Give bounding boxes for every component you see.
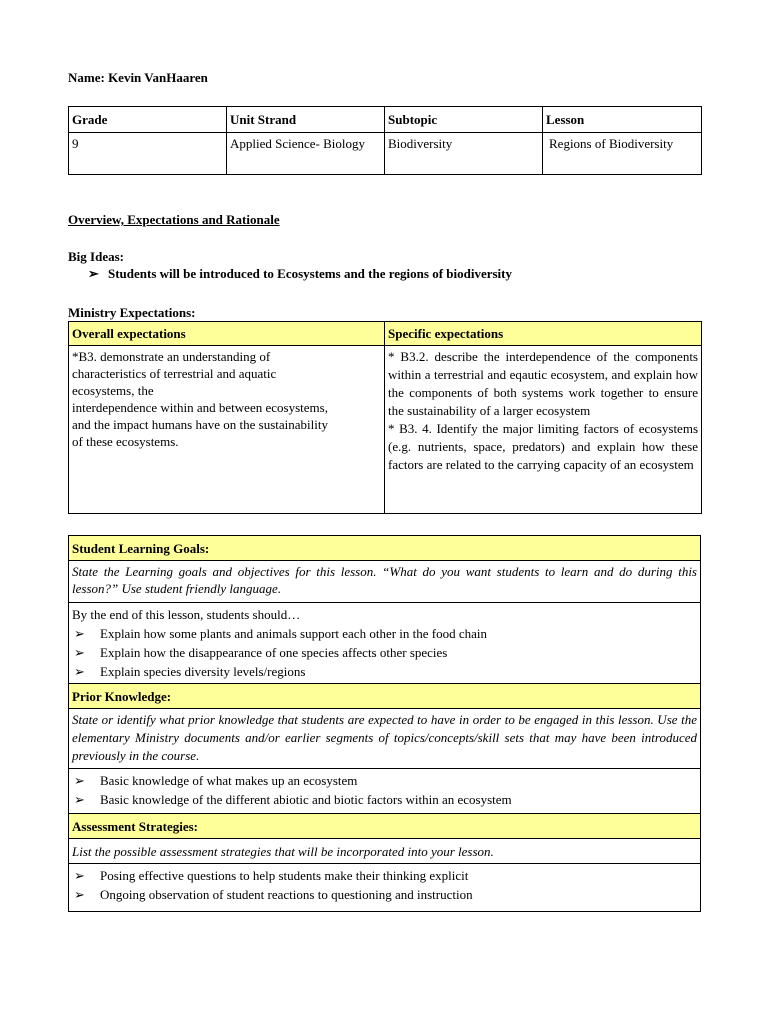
list-item: ➢ Ongoing observation of student reactions to questioning and instruction: [74, 887, 473, 902]
learning-goals-intro: By the end of this lesson, students should…: [72, 607, 301, 622]
overall-line: ecosystems, the: [72, 383, 154, 398]
list-item: ➢ Explain how the disappearance of one species affects other species: [74, 645, 448, 660]
big-ideas-item: [88, 266, 701, 282]
overall-line: *B3. demonstrate an understanding of: [72, 349, 271, 364]
name-line: Name: Kevin VanHaaren: [68, 70, 208, 85]
list-item: ➢ Explain species diversity levels/regions: [74, 664, 306, 679]
lesson-value: Regions of Biodiversity: [543, 133, 702, 175]
arrow-bullet-icon: ➢: [74, 626, 85, 641]
specific-expectations-cell: [385, 346, 702, 514]
list-item: ➢ Explain how some plants and animals support each other in the food chain: [74, 626, 488, 641]
overview-heading: Overview, Expectations and Rationale: [68, 212, 280, 227]
learning-goals-content: [69, 603, 701, 684]
overall-line: of these ecosystems.: [72, 434, 179, 449]
learning-goals-header: Student Learning Goals:: [69, 536, 701, 561]
overall-expectations-cell: [69, 346, 385, 514]
learning-goals-prompt: State the Learning goals and objectives for this lesson. “What do you want students to learn and do during this lesson?” Use student friendly language.: [69, 561, 701, 603]
assessment-header: Assessment Strategies:: [69, 814, 701, 839]
unit-strand-value: Applied Science- Biology: [227, 133, 385, 175]
list-item: ➢ Posing effective questions to help students make their thinking explicit: [74, 868, 469, 883]
overall-line: characteristics of terrestrial and aquatic: [72, 366, 277, 381]
arrow-bullet-icon: ➢: [74, 792, 85, 807]
list-item: ➢ Basic knowledge of what makes up an ecosystem: [74, 773, 358, 788]
ministry-label: Ministry Expectations:: [68, 305, 196, 320]
prior-knowledge-header: Prior Knowledge:: [69, 684, 701, 709]
specific-expectation-2: * B3. 4. Identify the major limiting factors of ecosystems (e.g. nutrients, space, predators) and explain how these factors are related to the carrying capacity of an ecosystem: [388, 421, 698, 472]
grade-header: Grade: [69, 107, 227, 133]
specific-expectation-1: * B3.2. describe the interdependence of the components within a terrestrial and eqautic ecosystem, and explain how the components of both systems work together to ensure the sustainability of a larger ecosystem: [388, 349, 698, 418]
overall-line: and the impact humans have on the sustainability: [72, 417, 328, 432]
subtopic-value: Biodiversity: [385, 133, 543, 175]
unit-strand-header: Unit Strand: [227, 107, 385, 133]
assessment-content: [69, 864, 701, 912]
arrow-bullet-icon: ➢: [74, 773, 85, 788]
specific-expectations-header: Specific expectations: [385, 322, 702, 346]
grade-value: 9: [69, 133, 227, 175]
lesson-header: Lesson: [543, 107, 702, 133]
subtopic-header: Subtopic: [385, 107, 543, 133]
overall-line: interdependence within and between ecosystems,: [72, 400, 328, 415]
overall-expectations-header: Overall expectations: [69, 322, 385, 346]
expectations-table: [68, 321, 701, 514]
arrow-bullet-icon: ➢: [74, 868, 85, 883]
arrow-bullet-icon: ➢: [88, 266, 99, 281]
assessment-prompt: List the possible assessment strategies that will be incorporated into your lesson.: [69, 839, 701, 864]
big-ideas-label: Big Ideas:: [68, 249, 124, 264]
arrow-bullet-icon: ➢: [74, 664, 85, 679]
prior-knowledge-prompt: State or identify what prior knowledge that students are expected to have in order to be engaged in this lesson. Use the elementary Ministry documents and/or earlier segments of topics/concepts/skill sets that may have been introduced previously in the course.: [69, 709, 701, 769]
lesson-plan-table: [68, 535, 701, 912]
big-idea-text: Students will be introduced to Ecosystems and the regions of biodiversity: [108, 266, 512, 281]
list-item: ➢ Basic knowledge of the different abiotic and biotic factors within an ecosystem: [74, 792, 512, 807]
arrow-bullet-icon: ➢: [74, 645, 85, 660]
lesson-info-table: [68, 106, 701, 175]
arrow-bullet-icon: ➢: [74, 887, 85, 902]
prior-knowledge-content: [69, 769, 701, 814]
